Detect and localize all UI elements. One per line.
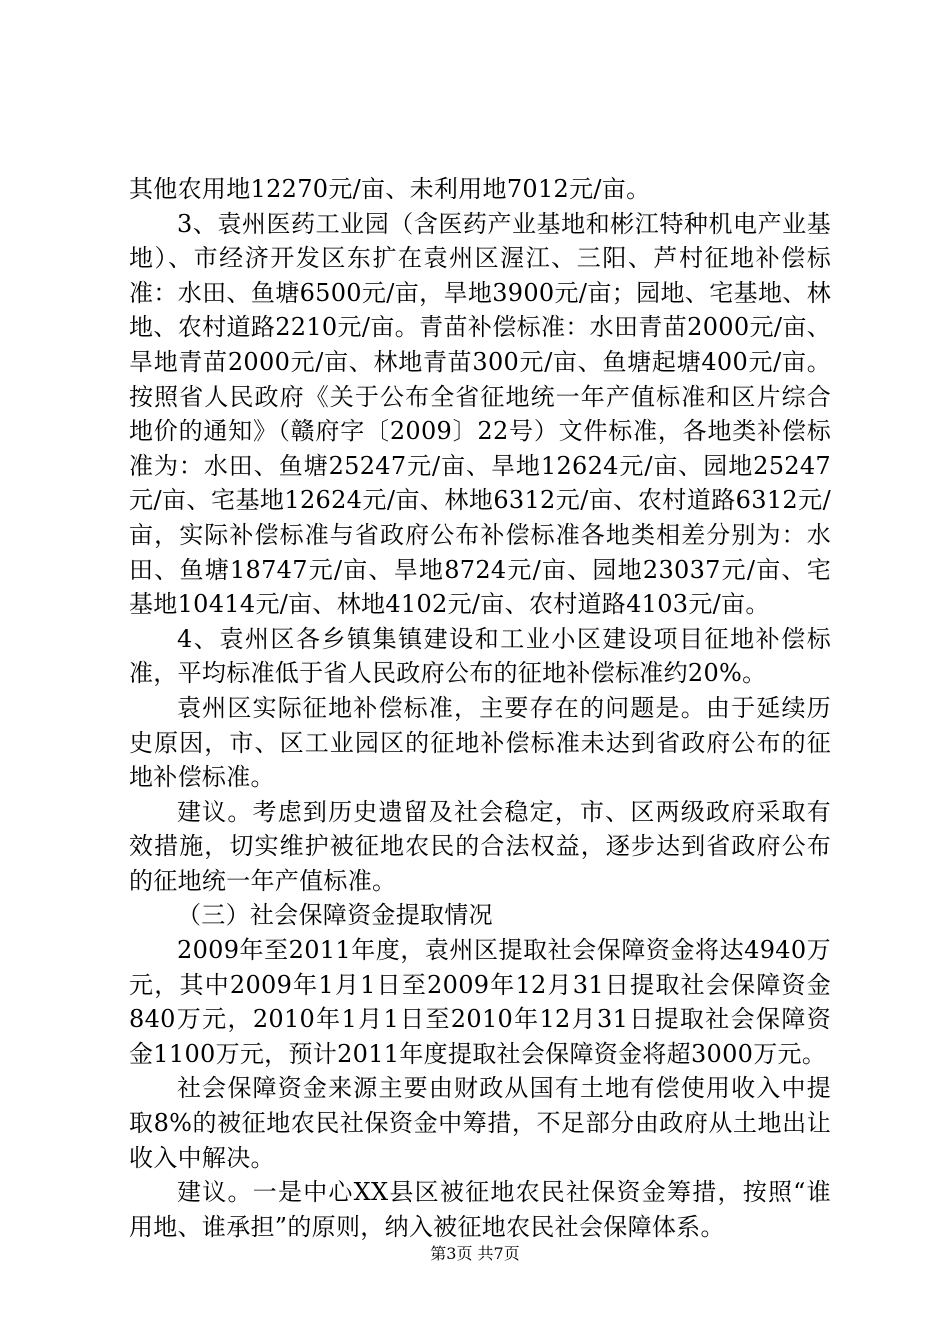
paragraph-fund-amounts: 2009年至2011年度，袁州区提取社会保障资金将达4940万元，其中2009年1月1日至2009年12月31日提取社会保障资金840万元，2010年1月1日至2010年12月31日提取社会保障资金1100万元，预计2011年度提取社会保障资金将超3000万元。 [129,936,831,1068]
paragraph-item-3: 3、袁州医药工业园（含医药产业基地和彬江特种机电产业基地）、市经济开发区东扩在袁州区渥江、三阳、芦村征地补偿标准：水田、鱼塘6500元/亩，旱地3900元/亩；园地、宅基地、林地、农村道路2210元/亩。青苗补偿标准：水田青苗2000元/亩、旱地青苗2000元/亩、林地青苗300元/亩、鱼塘起塘400元/亩。按照省人民政府《关于公布全省征地统一年产值标准和区片综合地价的通知》（赣府字〔2009〕22号）文件标准，各地类补偿标准为：水田、鱼塘25247元/亩、旱地12624元/亩、园地25247元/亩、宅基地12624元/亩、林地6312元/亩、农村道路6312元/亩，实际补偿标准与省政府公布补偿标准各地类相差分别为：水田、鱼塘18747元/亩、旱地8724元/亩、园地23037元/亩、宅基地10414元/亩、林地4102元/亩、农村道路4103元/亩。 [129,209,831,619]
paragraph-problem: 袁州区实际征地补偿标准，主要存在的问题是。由于延续历史原因，市、区工业园区的征地补偿标准未达到省政府公布的征地补偿标准。 [129,693,831,792]
paragraph-fund-source: 社会保障资金来源主要由财政从国有土地有偿使用收入中提取8%的被征地农民社保资金中筹措，不足部分由政府从土地出让收入中解决。 [129,1074,831,1172]
paragraph-other-farmland: 其他农用地12270元/亩、未利用地7012元/亩。 [129,175,651,203]
page-footer: 第3页 共7页 [430,1244,520,1263]
paragraph-suggestion: 建议。考虑到历史遗留及社会稳定，市、区两级政府采取有效措施，切实维护被征地农民的合法权益，逐步达到省政府公布的征地统一年产值标准。 [129,797,831,895]
paragraph-fund-suggestion: 建议。一是中心XX县区被征地农民社保资金筹措，按照“谁用地、谁承担”的原则，纳入被征地农民社会保障体系。 [129,1178,831,1241]
section-heading-social-security: （三）社会保障资金提取情况 [177,901,493,930]
document-body [129,172,831,1244]
paragraph-item-4: 4、袁州区各乡镇集镇建设和工业小区建设项目征地补偿标准，平均标准低于省人民政府公布的征地补偿标准约20%。 [129,624,831,688]
